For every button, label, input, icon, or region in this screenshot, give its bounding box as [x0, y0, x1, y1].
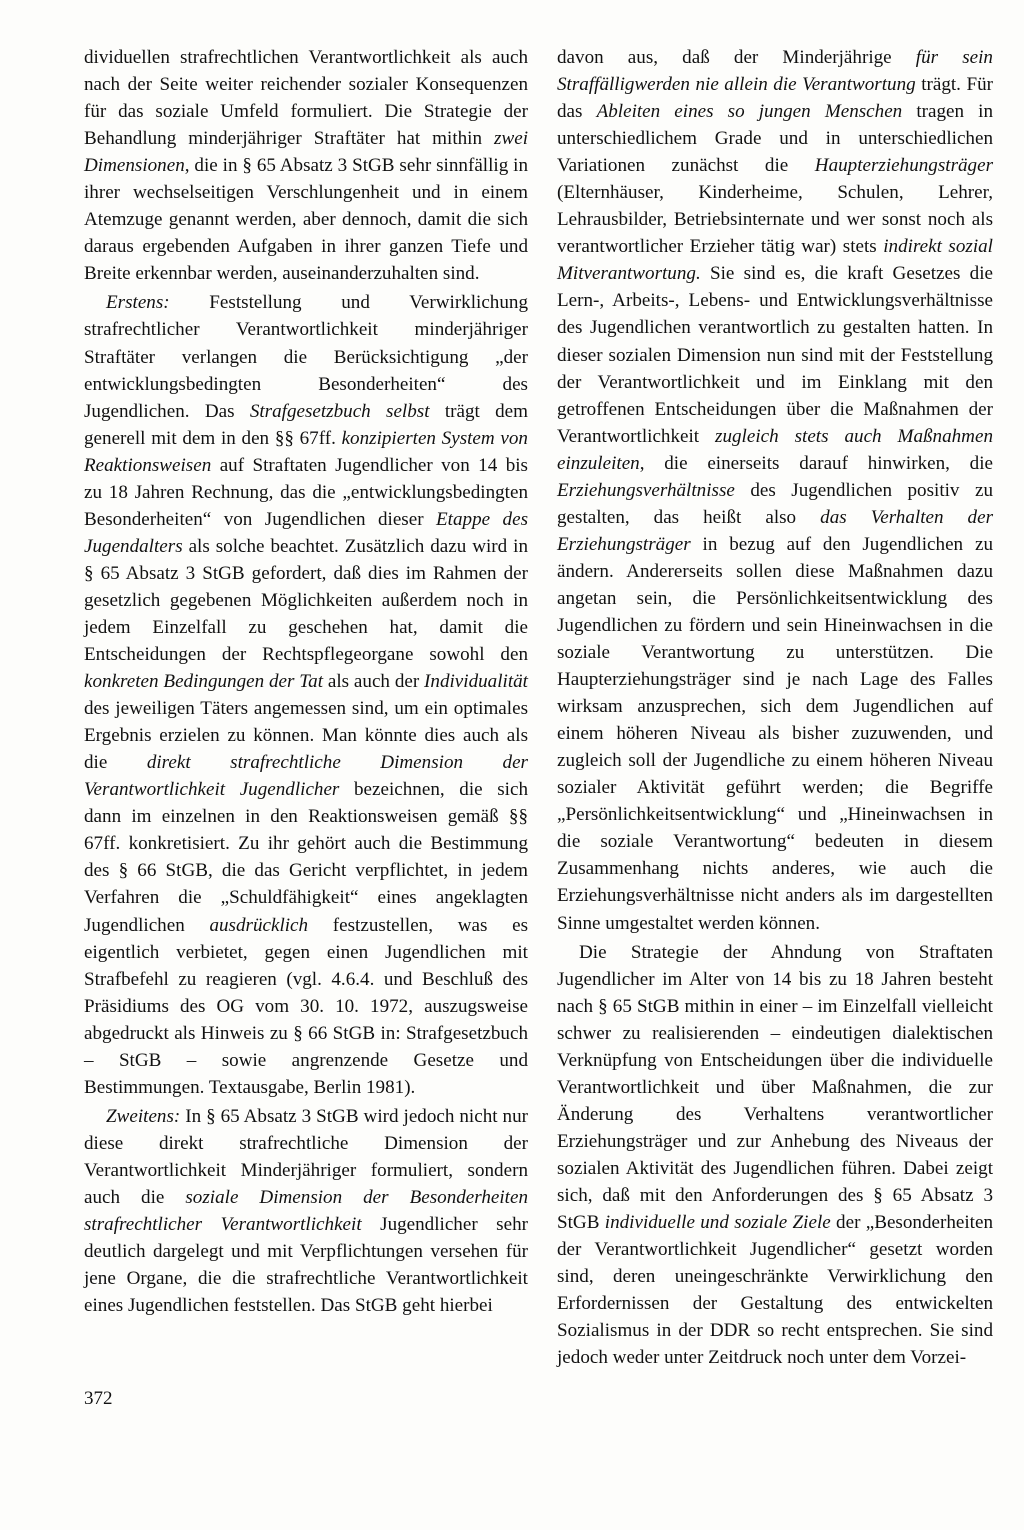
- paragraph: [557, 939, 993, 1372]
- text-run: festzustellen, was es eigentlich verbietet, gegen einen Jugendlichen mit Strafbefehl zu reagieren (vgl. 4.6.4. und Beschluß des Präsidiums des OG vom 30. 10. 1972, auszugsweise abgedruckt als Hinweis zu § 66 StGB in: Strafgesetzbuch – StGB – sowie angrenzende Gesetze und Bestimmungen. Textausgabe, Berlin 1981).: [84, 914, 528, 1098]
- paragraph: [84, 1103, 528, 1319]
- text-run: als solche beachtet. Zusätzlich dazu wird in § 65 Absatz 3 StGB gefordert, daß dies im Rahmen der gesetzlich gegebenen Möglichkeiten außerdem noch in jedem Einzelfall zu geschehen hat, damit die Entscheidungen der Rechtspflegeorgane sowohl den: [84, 535, 528, 666]
- page-number: 372: [84, 1388, 113, 1409]
- text-run: , die einerseits darauf hinwirken, die: [639, 452, 993, 474]
- italic-emphasis: Erstens:: [106, 292, 170, 314]
- text-run: trägt dem generell mit dem in den §§ 67ff.: [84, 400, 528, 449]
- italic-emphasis: indirekt sozial Mitverantwortung.: [557, 236, 993, 285]
- italic-emphasis: zugleich stets auch Maßnahmen einzuleiten: [557, 425, 993, 474]
- italic-emphasis: ausdrücklich: [209, 914, 309, 936]
- text-run: der „Besonderheiten der Verantwortlichkeit Jugendlicher“ gesetzt worden sind, deren uneingeschränkte Verwirklichung den Erfordernissen der Gestaltung des entwickelten Sozialismus in der DDR so recht entsprechen. Sie sind jedoch weder unter Zeitdruck noch unter dem Vorzei-: [557, 1212, 993, 1369]
- text-run: davon aus, daß der Minderjährige: [557, 47, 916, 68]
- italic-emphasis: Individualität: [424, 671, 528, 693]
- italic-emphasis: individuelle und soziale Ziele: [604, 1212, 831, 1234]
- text-run: trägt. Für das: [557, 74, 993, 123]
- italic-emphasis: für sein Straffälligwerden nie allein die Verantwortung: [557, 47, 993, 96]
- paragraph: [557, 44, 993, 937]
- text-run: in bezug auf den Jugendlichen zu ändern. Andererseits sollen diese Maßnahmen dazu angetan sein, die Persönlichkeitsentwicklung des Jugendlichen zu fördern und sein Hineinwachsen in die soziale Verantwortung zu unterstützen. Die Haupterziehungsträger sind je nach Lage des Falles wirksam anzusprechen, sich dem Jugendlichen auf einem höheren Niveau als bisher zuzuwenden, und zugleich soll der Jugendliche zu einem höheren Niveau sozialer Aktivität geführt werden; die Begriffe „Persönlichkeitsentwicklung“ und „Hineinwachsen in die soziale Verantwortung“ bedeuten in diesem Zusammenhang nichts anderes, wie auch die Erziehungsverhältnisse nicht anders als im dargestellten Sinne umgestaltet werden können.: [557, 533, 993, 934]
- italic-emphasis: zwei Dimensionen: [84, 128, 528, 177]
- text-run: Sie sind es, die kraft Gesetzes die Lern-, Arbeits-, Lebens- und Entwicklungsverhältnisse des Jugendlichen verantwortlich zu gestalten hatten. In dieser sozialen Dimension nun sind mit der Feststellung der Verantwortlichkeit und im Einklang mit den getroffenen Entscheidungen über die Maßnahmen der Verantwortlichkeit: [557, 263, 993, 447]
- italic-emphasis: konzipierten System von Reaktionsweisen: [84, 427, 528, 476]
- italic-emphasis: Erziehungsverhältnisse: [557, 479, 735, 501]
- italic-emphasis: Ableiten eines so jungen Menschen: [596, 101, 903, 123]
- text-run: tragen in unterschiedlichem Grade und in unterschiedlichen Variationen zunächst die: [557, 101, 993, 177]
- italic-emphasis: konkreten Bedingungen der Tat: [84, 671, 324, 693]
- italic-emphasis: soziale Dimension der Besonderheiten strafrechtlicher Verantwortlichkeit: [84, 1186, 529, 1236]
- text-run: des jeweiligen Täters angemessen sind, um ein optimales Ergebnis erzielen zu können. Man könnte dies auch als die: [84, 698, 528, 774]
- paragraph: [84, 44, 528, 287]
- italic-emphasis: das Verhalten der Erziehungsträger: [557, 506, 994, 555]
- text-run: als auch der: [323, 671, 425, 693]
- text-run: Jugendlicher sehr deutlich dargelegt und mit Verpflichtungen versehen für jene Organe, die die strafrechtliche Verantwortlichkeit eines Jugendlichen feststellen. Das StGB geht hierbei: [84, 1214, 528, 1317]
- paragraph: [84, 289, 528, 1100]
- text-run: Die Strategie der Ahndung von Straftaten Jugendlicher im Alter von 14 bis zu 18 Jahren besteht nach § 65 StGB mithin in einer – im Einzelfall vielleicht schwer zu realisierenden – eindeutigen dialektischen Verknüpfung von Entscheidungen über die individuelle Verantwortlichkeit und über Maßnahmen, die zur Änderung des Verhaltens verantwortlicher Erziehungsträger und zur Anhebung des Niveaus der sozialen Aktivität des Jugendlichen führen. Dabei zeigt sich, daß mit den Anforderungen des § 65 Absatz 3 StGB: [557, 941, 993, 1234]
- italic-emphasis: Zweitens:: [106, 1105, 181, 1127]
- right-text-column: [557, 44, 993, 1371]
- italic-emphasis: Strafgesetzbuch selbst: [249, 400, 430, 422]
- text-run: (Elternhäuser, Kinderheime, Schulen, Lehrer, Lehrausbilder, Betriebsinternate und wer sonst noch als verantwortlicher Erzieher tätig war) stets: [557, 182, 993, 258]
- text-run: Feststellung und Verwirklichung strafrechtlicher Verantwortlichkeit minderjähriger Straftäter verlangen die Berücksichtigung „der entwicklungsbedingten Besonderheiten“ des Jugendlichen. Das: [84, 292, 528, 422]
- text-run: , die in § 65 Absatz 3 StGB sehr sinnfällig in ihrer wechselseitigen Verschlungenheit und in einem Atemzuge genannt werden, aber dennoch, damit die sich daraus ergebenden Aufgaben in ihrer ganzen Tiefe und Breite erkennbar werden, auseinanderzuhalten sind.: [84, 155, 528, 285]
- italic-emphasis: Haupterziehungsträger: [814, 155, 993, 177]
- text-run: bezeichnen, die sich dann im einzelnen in den Reaktionsweisen gemäß §§ 67ff. konkretisiert. Zu ihr gehört auch die Bestimmung des § 66 StGB, die das Gericht verpflichtet, in jedem Verfahren die „Schuldfähigkeit“ eines angeklagten Jugendlichen: [84, 779, 528, 936]
- text-run: auf Straftaten Jugendlicher von 14 bis zu 18 Jahren Rechnung, das die „entwicklungsbedingten Besonderheiten“ von Jugendlichen dieser: [84, 454, 528, 530]
- text-run: dividuellen strafrechtlichen Verantwortlichkeit als auch nach der Seite weiter reichender sozialer Konsequenzen für das soziale Umfeld formuliert. Die Strategie der Behandlung minderjähriger Straftäter hat mithin: [84, 47, 528, 150]
- text-run: In § 65 Absatz 3 StGB wird jedoch nicht nur diese direkt strafrechtliche Dimension der Verantwortlichkeit Minderjähriger formuliert, sondern auch die: [84, 1105, 528, 1208]
- italic-emphasis: direkt strafrechtliche Dimension der Verantwortlichkeit Jugendlicher: [84, 752, 528, 801]
- left-text-column: [84, 44, 528, 1319]
- italic-emphasis: Etappe des Jugendalters: [84, 508, 528, 557]
- text-run: des Jugendlichen positiv zu gestalten, das heißt also: [557, 479, 993, 528]
